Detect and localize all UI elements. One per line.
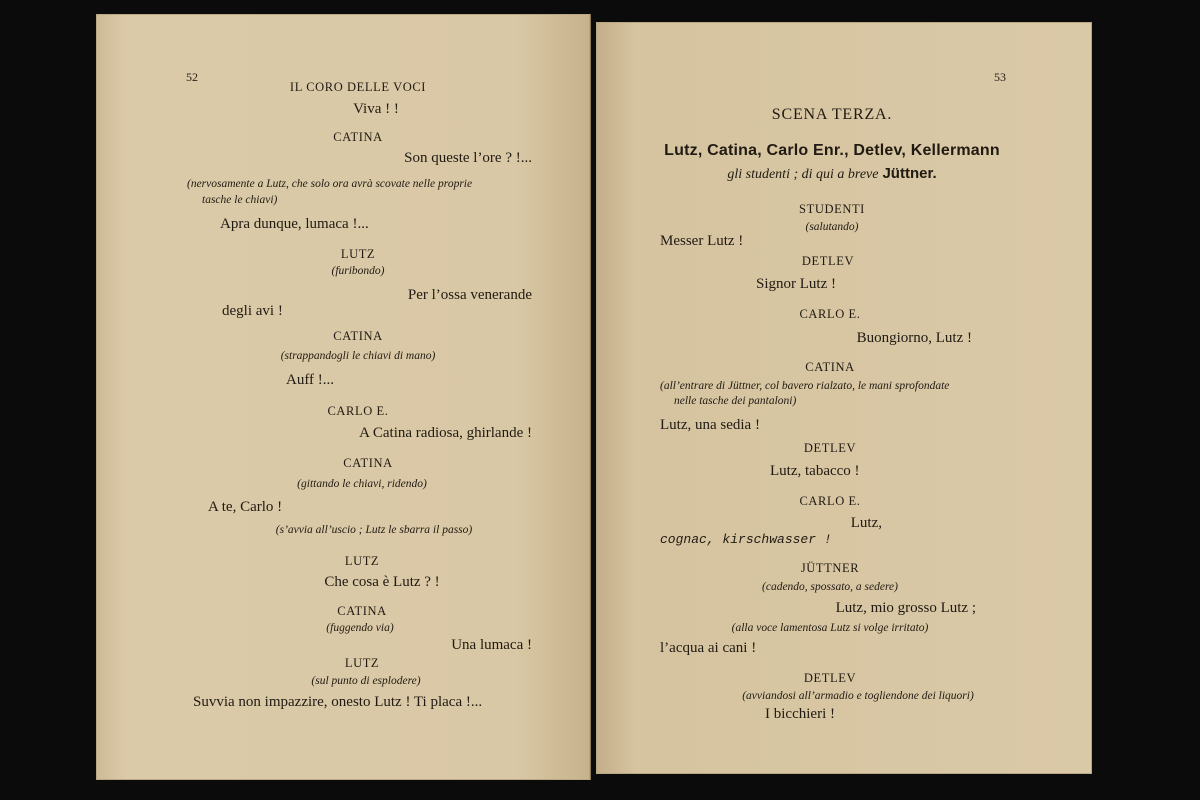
verse-line: Viva ! !: [353, 101, 399, 117]
page-number: 52: [186, 70, 198, 84]
speaker-label: CATINA: [805, 360, 855, 374]
speaker-label: CATINA: [337, 604, 387, 618]
speaker-label: CATINA: [343, 456, 393, 470]
verse-line: l’acqua ai cani !: [660, 640, 757, 656]
verse-line: Che cosa è Lutz ? !: [324, 574, 440, 590]
speaker-label: CARLO E.: [799, 494, 861, 508]
open-book: [96, 14, 1092, 780]
verse-line: I bicchieri !: [765, 706, 835, 722]
verse-line: Lutz, tabacco !: [770, 463, 860, 479]
stage-direction: (cadendo, spossato, a sedere): [762, 581, 898, 593]
speaker-label: CATINA: [333, 130, 383, 144]
speaker-label: DETLEV: [803, 441, 857, 455]
verse-line: degli avi !: [222, 303, 283, 319]
stage-direction: (furibondo): [331, 265, 385, 277]
verse-line: Signor Lutz !: [756, 276, 836, 292]
speaker-label: LUTZ: [344, 656, 380, 670]
verse-line: Lutz,: [850, 515, 882, 531]
speaker-label: DETLEV: [801, 254, 855, 268]
speaker-label: CATINA: [333, 329, 383, 343]
stage-direction: (gittando le chiavi, ridendo): [297, 478, 427, 490]
verse-line: A te, Carlo !: [208, 499, 283, 515]
stage-direction: (salutando): [805, 221, 859, 233]
verse-line: A Catina radiosa, ghirlande !: [359, 425, 532, 441]
stage-direction: tasche le chiavi): [202, 194, 278, 206]
speaker-label: CARLO E.: [327, 404, 389, 418]
speaker-label: IL CORO DELLE VOCI: [289, 80, 427, 94]
speaker-label: CARLO E.: [799, 307, 861, 321]
verse-line: Lutz, mio grosso Lutz ;: [835, 600, 976, 616]
verse-line: Buongiorno, Lutz !: [856, 330, 972, 346]
cast-subline: [727, 165, 936, 183]
stage-direction: (alla voce lamentosa Lutz si volge irritato): [731, 622, 929, 634]
left-page: [96, 14, 591, 780]
verse-line: Messer Lutz !: [660, 233, 744, 249]
verse-line: Apra dunque, lumaca !...: [220, 216, 369, 232]
stage-direction: (all’entrare di Jüttner, col bavero rialzato, le mani sprofondate: [660, 380, 950, 392]
stage-direction: (s’avvia all’uscio ; Lutz le sbarra il passo): [275, 524, 473, 536]
verse-line: Lutz, una sedia !: [660, 417, 760, 433]
right-page: [596, 22, 1092, 774]
verse-line: cognac, kirschwasser !: [660, 532, 832, 547]
speaker-label: LUTZ: [344, 554, 380, 568]
page-number: 53: [994, 70, 1006, 84]
stage-direction: (nervosamente a Lutz, che solo ora avrà scovate nelle proprie: [187, 178, 473, 190]
stage-direction: (sul punto di esplodere): [311, 675, 421, 687]
stage-direction: (fuggendo via): [326, 622, 394, 634]
stage-direction: (strappandogli le chiavi di mano): [280, 350, 436, 362]
scene-title: SCENA TERZA.: [771, 106, 893, 123]
verse-line: Una lumaca !: [451, 637, 532, 653]
stage-direction: nelle tasche dei pantaloni): [674, 395, 797, 407]
verse-line: Auff !...: [286, 372, 335, 388]
speaker-label: DETLEV: [803, 671, 857, 685]
speaker-label: LUTZ: [340, 247, 376, 261]
verse-line: Suvvia non impazzire, onesto Lutz ! Ti placa !...: [193, 694, 483, 710]
cast-sub-italic: gli studenti ; di qui a breve: [727, 167, 879, 182]
verse-line: Son queste l’ore ? !...: [404, 150, 532, 166]
speaker-label: STUDENTI: [799, 202, 865, 216]
speaker-label: JÜTTNER: [800, 561, 860, 575]
verse-line: Per l’ossa venerande: [407, 287, 532, 303]
cast-list: Lutz, Catina, Carlo Enr., Detlev, Kellermann: [664, 142, 1000, 159]
stage-direction: (avviandosi all’armadio e togliendone dei liquori): [742, 690, 974, 702]
cast-sub-bold: Jüttner.: [882, 165, 937, 182]
